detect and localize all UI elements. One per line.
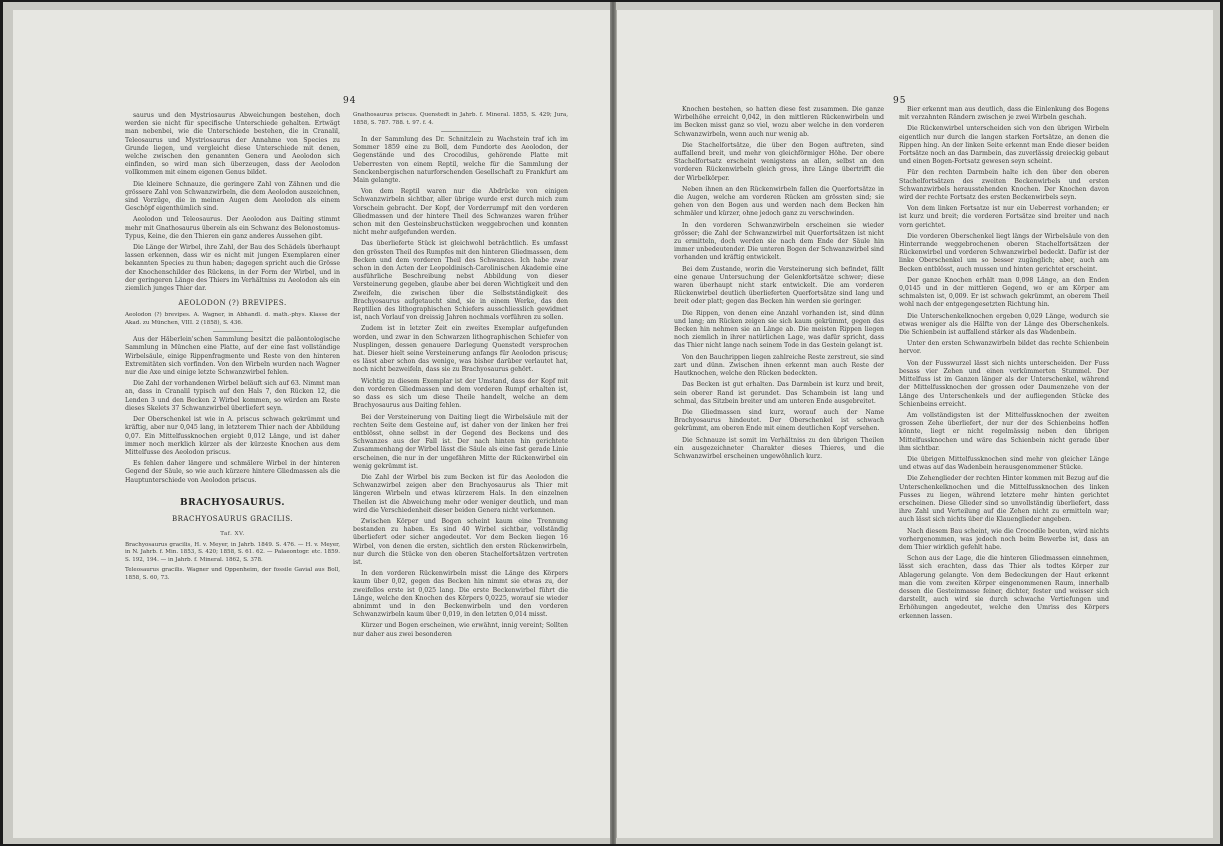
paragraph: Knochen bestehen, so hatten diese fest zusammen. Die ganze Wirbelhöhe erreicht 0,042, in den mittleren Rückenwirbeln und im Becken misst ganz so viel, wozu aber welche in den vorderen Schwanzwirbeln, wenn auch nur wenig ab. — [674, 106, 884, 138]
paragraph: Die Rippen, von denen eine Anzahl vorhanden ist, sind dünn und lang; am Rücken zeigen sie sich kaum gekrümmt, gegen das Becken hin nehmen sie an Länge ab. Die meisten Rippen liegen noch ziemlich in ihrer natürlichen Lage, was dafür spricht, dass das Thier nicht lange nach seinem Tode in das Gestein gelangt ist. — [674, 309, 884, 350]
paragraph: In den vorderen Schwanzwirbeln erscheinen sie wieder grösser; die Zahl der Schwanzwirbel mit Querfortsätzen ist nicht zu ermitteln, doch werden sie nach dem Ende der Säule hin immer unbedeutender. Die unteren Bogen der Schwanzwirbel sind vorhanden und kräftig entwickelt. — [674, 221, 884, 262]
paragraph: Die Schnauze ist somit im Verhältniss zu den übrigen Theilen ein ausgezeichneter Charakter dieses Thieres, und die Schwanzwirbel erscheinen ungewöhnlich kurz. — [674, 436, 884, 460]
paragraph: Die Gliedmassen sind kurz, worauf auch der Name Brachyosaurus hindeutet. Der Oberschenkel ist schwach gekrümmt, am oberen Ende mit einem deutlichen Kopf versehen. — [674, 408, 884, 433]
paragraph: Aus der Häberlein'schen Sammlung besitzt die paläontologische Sammlung in München eine Platte, auf der eine fast vollständige Wirbelsäule, einige Rippenfragmente und Reste von den hinteren Extremitäten sich vorfinden. Von den Wirbeln wurden nach Wagner nur die Axe und einige letzte Schwanzwirbel fehlen. — [125, 336, 340, 377]
section-heading: AEOLODON (?) BREVIPES. — [178, 299, 287, 308]
left-column-2 — [353, 112, 568, 824]
page-number: 95 — [893, 96, 907, 106]
left-column-1 — [125, 112, 340, 824]
paragraph: Es fehlen daher längere und schmälere Wirbel in der hinteren Gegend der Säule, so wie auch kürzere hintere Gliedmassen als die Hauptunterschiede von Aeolodon priscus. — [125, 460, 340, 484]
paragraph: Die Zahl der vorhandenen Wirbel beläuft sich auf 63. Nimmt man an, dass in Cranalil typisch auf den Hals 7, den Rücken 12, die Lenden 3 und den Becken 2 Wirbel kommen, so würden am Reste dieses Skelets 37 Schwanzwirbel überliefert seyn. — [125, 380, 340, 412]
right-column-2 — [899, 106, 1109, 818]
paragraph: Die Rückenwirbel unterscheiden sich von den übrigen Wirbeln eigentlich nur durch die langen starken Fortsätze, an denen die Rippen hing. An der linken Seite erkennt man Ende dieser beiden Fortsätze noch an das Darmbein, das zuverlässig dreieckig gebaut und einen Bogen-Fortsatz gewesen seyn scheint. — [899, 125, 1109, 166]
paragraph: Die Zahl der Wirbel bis zum Becken ist für das Aeolodon die Schwanzwirbel zeigen aber den Brachyosaurus als Thier mit längeren Wirbeln und etwas kürzerem Hals. In den einzelnen Theilen ist die Abweichung mehr oder weniger deutlich, und man wird die Verschiedenheit dieser beiden Genera nicht verkennen. — [353, 473, 568, 514]
paragraph: Die Unterschenkelknochen ergeben 0,029 Länge, wodurch sie etwas weniger als die Hälfte von der Länge des Oberschenkels. Die Schienbein ist auffallend stärker als das Wadenbein. — [899, 312, 1109, 337]
page-number: 94 — [343, 96, 357, 106]
paragraph: Der ganze Knochen erhält man 0,098 Länge, an den Enden 0,0145 und in der mittleren Gegend, wo er am Körper am schmalsten ist, 0,009. Er ist schwach gekrümmt, an oberem Theil wohl nach der entgegengesetzten Richtung hin. — [899, 276, 1109, 309]
paragraph: Die vorderen Oberschenkel liegt längs der Wirbelsäule von den Hinterrande weggebrochenen oberen Stachelfortsätzen der Rückenwirbel und vorderen Schwanzwirbel bedeckt. Dafür ist der linke Oberschenkel um so besser zugänglich; aber, auch am Becken entblösst, auch mussen und hinten gerichtet erscheint. — [899, 232, 1109, 273]
paragraph: Die übrigen Mittelfussknochen sind mehr von gleicher Länge und etwas auf das Wadenbein herausgenommener Stücke. — [899, 455, 1109, 472]
paragraph: Die Zehenglieder der rechten Hinter kommen mit Bezug auf die Unterschenkelknochen und die Mittelfussknochen des linken Fusses zu liegen, während letztere mehr hinten gerichtet erscheinen. Diese Glieder sind so unvollständig überliefert, dass ihre Zahl und Verteilung auf die Zehen nicht zu ermitteln war; auch lässt sich nichts über die Klauenglieder angeben. — [899, 475, 1109, 524]
paragraph: Bei der Versteinerung von Daiting liegt die Wirbelsäule mit der rechten Seite dem Gesteine auf, ist daher von der linken her frei entblösst, ohne selbst in der Gegend des Beckens und des Schwanzes aus der Fall ist. Der nach hinten hin gerichtete Zusammenhang der Wirbel lässt die Säule als eine fast gerade Linie erscheinen, die nur in der ungefähren Mitte der Rückenwirbel ein wenig gekrümmt ist. — [353, 413, 568, 470]
paragraph: Von dem Reptil waren nur die Abdrücke von einigen Schwanzwirbeln sichtbar, aller übrige wurde erst durch mich zum Vorschein gebracht. Der Kopf, der Vorderrumpf mit den vorderen Gliedmassen und der hintere Theil des Schwanzes waren früher schon mit den Gesteinsbruchstücken weggebrochen und konnten nicht mehr aufgefunden werden. — [353, 188, 568, 237]
left-page — [13, 10, 611, 838]
reference: Aeolodon (?) brevipes. A. Wagner, in Abhandl. d. math.-phys. Klasse der Akad. zu München, VIII. 2 (1858), S. 436. — [125, 312, 340, 326]
paragraph: Bier erkennt man aus deutlich, dass die Einlenkung des Bogens mit verzahnten Rändern zwischen je zwei Wirbeln geschah. — [899, 106, 1109, 122]
paragraph: Am vollständigsten ist der Mittelfussknochen der zweiten grossen Zehe überliefert, der nur der des Schienbeins hoffen könnte, liegt er nicht regelmässig neben den übrigen Mittelfussknochen und wäre das Schienbein nicht gerade über ihm sichtbar. — [899, 411, 1109, 452]
paragraph: Die Länge der Wirbel, ihre Zahl, der Bau des Schädels überhaupt lassen erkennen, dass wir es nicht mit jungen Exemplaren einer bekannten Species zu thun haben; dagegen spricht auch die Grösse der Knochenschilder des Rückens, in der Form der Wirbel, und in der geringeren Länge des Thiers im Verhältniss zu Aeolodon als ein ziemlich junges Thier dar. — [125, 244, 340, 293]
paragraph: In den vorderen Rückenwirbeln misst die Länge des Körpers kaum über 0,02, gegen das Becken hin nimmt sie etwas zu, der zweifellos erste ist 0,025 lang. Die erste Beckenwirbel führt die Länge, welche den Knochen des Körpers 0,0225, worauf sie wieder abnimmt und in den Beckenwirbeln und den vorderen Schwanzwirbeln kaum über 0,019, in den letzten 0,014 misst. — [353, 570, 568, 619]
paragraph: Nach diesem Bau scheint, wie die Crocodile beuten, wird nichts vorhergenommen, was jedoch noch beim Bewerbe ist, dass an dem Thier wirklich gefehlt habe. — [899, 527, 1109, 551]
paragraph: saurus und den Mystriosaurus Abweichungen bestehen, doch werden sie nicht für specifische Unterschiede gehalten. Ertwägt man nebenbei, wie die Unterschiede bestehen, die in Cranalil, Teleosaurus und Mystriosaurus der Annahme von Species zu Grunde liegen, und vergleicht diese Unterschiede mit denen, welche zwischen den genannten Genera und Aeolodon sich einfinden, so wird man sich überzeugen, dass der Aeolodon vollkommen mit einem eigenen Genus bildet. — [125, 112, 340, 177]
paragraph: Der Oberschenkel ist wie in A. priscus schwach gekrümmt und kräftig, aber nur 0,045 lang, in letzterem Thier nach der Abbildung 0,07. Ein Mittelfussknochen ergiebt 0,012 Länge, und ist daher immer noch merklich kürzer als der kürzeste Knochen aus dem Mittelfusse des Aeolodon priscus. — [125, 416, 340, 456]
reference: Teleosaurus gracilis. Wagner und Oppenheim, der fossile Gavial aus Boll, 1858, S. 60, 73. — [125, 567, 340, 581]
right-page — [616, 10, 1213, 838]
paragraph: Das überlieferte Stück ist gleichwohl beträchtlich. Es umfasst den grössten Theil des Rumpfes mit den hinteren Gliedmassen, dem Becken und dem vorderen Theil des Schwanzes. Ich habe zwar schon in den Acten der Leopoldinisch-Carolinischen Akademie eine ausführliche Beschreibung nebst Abbildung von dieser Versteinerung gegeben, glaube aber bei deren Wichtigkeit und den Zweifeln, die zwischen über die Selbstständigkeit des Brachyosaurus aufgetaucht sind, sie in einem Werke, das den Reptilien des lithographischen Schiefers ausschliesslich gewidmet ist, nach Vorlauf von dreissig Jahren nochmals vorführen zu sollen. — [353, 240, 568, 322]
paragraph: Neben ihnen an den Rückenwirbeln fallen die Querfortsätze in die Augen, welche am vorderen Rücken am grössten sind; sie gehen von den Bogen aus und werden nach dem Becken hin schmäler und kürzer, ohne jedoch ganz zu verschwinden. — [674, 185, 884, 218]
species-heading: BRACHYOSAURUS GRACILIS. — [172, 514, 293, 523]
paragraph: Wichtig zu diesem Exemplar ist der Umstand, dass der Kopf mit den vorderen Gliedmassen und dem vorderen Rumpf erhalten ist, so dass es sich um diese Theile handelt, welche an dem Brachyosaurus aus Daiting fehlen. — [353, 377, 568, 410]
divider — [441, 131, 481, 132]
reference: Gnathosaurus priscus. Quenstedt in Jahrb. f. Mineral. 1855, S. 429; Jura, 1858, S. 787. 788. t. 97. f. 4. — [353, 112, 568, 126]
paragraph: Für den rechten Darmbein halte ich den über den oberen Stachelfortsätzen des zweiten Beckenwirbels und ersten Schwanzwirbels herausstehenden Knochen. Der Knochen davon wird der rechte Fortsatz des ersten Beckenwirbels seyn. — [899, 169, 1109, 202]
book-spread — [3, 2, 1220, 844]
paragraph: Schon aus der Lage, die die hinteren Gliedmassen einnehmen, lässt sich erachten, dass das Thier als todtes Körper zur Ablagerung gelangte. Von dem Bedeckungen der Haut erkennt man die vom zweiten Körper eingenommenen Raum, innerhalb dessen die Gesteinmasse feiner, dichter, fester und weisser sich darstellt, auch wird sie durch schwache Vertiefungen und Erhöhungen angedeutet, welche den Umriss des Körpers erkennen lassen. — [899, 555, 1109, 620]
divider — [213, 331, 253, 332]
genus-heading: BRACHYOSAURUS. — [180, 497, 285, 508]
paragraph: Zudem ist in letzter Zeit ein zweites Exemplar aufgefunden worden, und zwar in den Schwarzen lithographischen Schiefer von Nusplingen, dessen genauere Darlegung Quenstedt versprochen hat. Dieser hielt seine Versteinerung anfangs für Aeolodon priscus; es lässt aber schon das wenige, was bisher darüber verlautet hat, noch nicht bezweifeln, dass sie zu Brachyosaurus gehört. — [353, 325, 568, 374]
plate-reference: Taf. XV. — [220, 530, 245, 537]
right-column-1 — [674, 106, 884, 818]
paragraph: Zwischen Körper und Bogen scheint kaum eine Trennung bestanden zu haben. Es sind 40 Wirbel sichtbar, vollständig überliefert oder sicher angedeutet. Vor dem Becken liegen 16 Wirbel, von denen die ersten, sichtlich den ersten Rückenwirbeln, nur durch die Stücke von den oberen Stachelfortsätzen vertreten ist. — [353, 517, 568, 566]
paragraph: Die kleinere Schnauze, die geringere Zahl von Zähnen und die grössere Zahl von Schwanzwirbeln, die dem Aeolodon auszeichnen, sind Vorzüge, die in meinen Augen dem Aeolodon als einem Geschöpf eigenthümlich sind. — [125, 180, 340, 213]
reference: Brachyosaurus gracilis, H. v. Meyer, in Jahrb. 1849. S. 476. — H. v. Meyer, in N. Jahrb. f. Min. 1853, S. 420; 1858, S. 61. 62. — Palaeontogr. etc. 1859. S. 192, 194. — in Jahrb. f. Mineral. 1862, S. 378. — [125, 541, 340, 563]
paragraph: Die Stachelfortsätze, die über den Bogen auftreten, sind auffallend breit, und mehr von gleichförmiger Höhe. Der obere Stachelfortsatz erscheint wenigstens an allen, selbst an den vorderen Rückenwirbeln gleich gross, ihre Länge übertrifft die der Wirbelkörper. — [674, 141, 884, 182]
paragraph: Das Becken ist gut erhalten. Das Darmbein ist kurz und breit, sein oberer Rand ist gerundet. Das Schambein ist lang und schmal, das Sitzbein breiter und am unteren Ende ausgebreitet. — [674, 381, 884, 405]
paragraph: Unter den ersten Schwanzwirbeln bildet das rechte Schienbein hervor. — [899, 340, 1109, 356]
paragraph: In der Sammlung des Dr. Schnitzlein zu Wachstein traf ich im Sommer 1859 eine zu Boll, dem Fundorte des Aeolodon, der Gegenstände und des Crocodilus, gehörende Platte mit Ueberresten von einem Reptil, welche für die Sammlung der Senckenbergischen naturforschenden Gesellschaft zu Frankfurt am Main gelangte. — [353, 136, 568, 185]
paragraph: Von den Bauchrippen liegen zahlreiche Reste zerstreut, sie sind zart und dünn. Zwischen ihnen erkennt man auch Reste der Hautknochen, welche den Rücken bedeckten. — [674, 353, 884, 378]
paragraph: Von der Fusswurzel lässt sich nichts unterscheiden. Der Fuss besass vier Zehen und einen verkümmerten Stummel. Der Mittelfuss ist im Ganzen länger als der Unterschenkel, während der Mittelfussknochen der grossen oder Daumenzehe von der Länge des Unterschenkels und der aufliegenden Stücke des Schienbeins erreicht. — [899, 359, 1109, 408]
paragraph: Aeolodon und Teleosaurus. Der Aeolodon aus Daiting stimmt mehr mit Gnathosaurus überein als ein Schwanz des Belonostomus-Typus, Keine, die den Thieren ein ganz anderes Aussehen gibt. — [125, 216, 340, 240]
paragraph: Von dem linken Fortsatze ist nur ein Ueberrest vorhanden; er ist kurz und breit; die vorderen Fortsätze sind breiter und nach vorn gerichtet. — [899, 205, 1109, 229]
paragraph: Kürzer und Bogen erscheinen, wie erwähnt, innig vereint; Sollten nur daher aus zwei besonderen — [353, 622, 568, 638]
paragraph: Bei dem Zustande, worin die Versteinerung sich befindet, fällt eine genaue Untersuchung der Gelenkfortsätze schwer; diese waren überhaupt nicht stark entwickelt. Die am vorderen Rückenwirbel deutlich überlieferten Querfortsätze sind lang und breit oder platt; gegen das Becken hin werden sie geringer. — [674, 265, 884, 306]
